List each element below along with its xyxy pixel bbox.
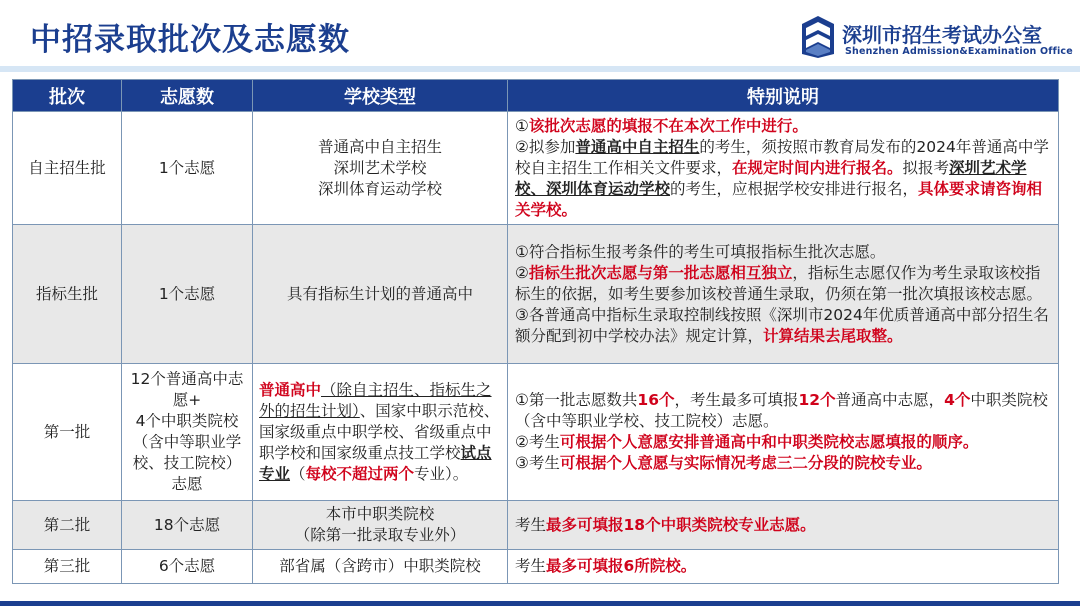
school-type-line: 深圳艺术学校 (333, 158, 427, 177)
table-row (13, 225, 1059, 364)
note-text: ，考生最多可填报 (674, 391, 799, 409)
office-logo (798, 14, 1073, 62)
school-type-cell (253, 550, 508, 584)
note-text: 的考生，应根据学校安排进行报名， (670, 179, 919, 198)
highlight-text: 12个 (798, 391, 836, 409)
count-line: 4个中职类院校（含中等职业学校、技工院校）志愿 (132, 412, 242, 493)
header-notes: 特别说明 (508, 80, 1059, 112)
admission-table (12, 79, 1059, 584)
batch-cell: 第三批 (13, 550, 122, 584)
count-cell: 18个志愿 (122, 501, 253, 550)
note-paragraph (515, 453, 1054, 474)
table-row (13, 550, 1059, 584)
note-text: ①符合指标生报考条件的考生可填报指标生批次志愿。 (515, 242, 886, 261)
note-text: ，指标生志愿仅作为考生录取该校指标生的依据，如考生要参加该校普通生录取，仍须在第一批次填报该校志愿。 (515, 263, 1043, 303)
footer-bar (0, 601, 1080, 606)
emphasis-text: （除自主招生、指标生之外的招生计划） (259, 380, 492, 420)
note-text: 拟报考 (902, 158, 950, 177)
school-type-line: 部省属（含跨市）中职类院校 (279, 557, 481, 575)
school-type-cell (253, 364, 508, 501)
note-paragraph (515, 242, 1054, 263)
note-paragraph (515, 263, 1054, 305)
highlight-text: 最多可填报6所院校。 (546, 557, 697, 575)
note-text: （ (290, 464, 306, 483)
school-type-line: 本市中职类院校 (325, 505, 435, 523)
count-cell: 1个志愿 (122, 112, 253, 225)
emphasis-text: 试点专业 (259, 443, 492, 483)
highlight-text: 可根据个人意愿与实际情况考虑三二分段的院校专业。 (559, 454, 932, 472)
highlight-text: 16个 (637, 391, 675, 409)
building-icon (798, 14, 838, 58)
note-text: ② (515, 263, 529, 282)
note-paragraph (515, 515, 1054, 536)
note-text: 的考生，须按照市教育局发布的2024年普通高中学校自主招生工作相关文件要求， (515, 137, 1049, 177)
header-divider (0, 66, 1080, 72)
count-cell: 6个志愿 (122, 550, 253, 584)
school-type-line: 普通高中自主招生 (317, 137, 442, 156)
emphasis-text: 普通高中自主招生 (575, 137, 700, 156)
highlight-text: 指标生批次志愿与第一批志愿相互独立 (528, 263, 793, 282)
header-school-type: 学校类型 (253, 80, 508, 112)
note-text: 、国家中职示范校、国家级重点中职学校、省级重点中职学校和国家级重点技工学校 (259, 401, 500, 462)
note-text: ②考生 (515, 433, 560, 451)
note-text: 专业）。 (414, 464, 469, 483)
note-text: ③考生 (515, 454, 560, 472)
batch-cell: 第一批 (13, 364, 122, 501)
note-paragraph (515, 556, 1054, 577)
note-paragraph (515, 137, 1054, 221)
batch-cell: 第二批 (13, 501, 122, 550)
notes-cell (508, 501, 1059, 550)
note-paragraph (515, 116, 1054, 137)
note-paragraph (515, 305, 1054, 347)
table-header-row (13, 80, 1059, 112)
school-type-line: （除第一批录取专业外） (294, 526, 466, 544)
header-batch: 批次 (13, 80, 122, 112)
highlight-text: 最多可填报18个中职类院校专业志愿。 (546, 515, 816, 534)
count-cell: 1个志愿 (122, 225, 253, 364)
table-row (13, 364, 1059, 501)
highlight-text: 可根据个人意愿安排普通高中和中职类院校志愿填报的顺序。 (559, 433, 979, 451)
notes-cell (508, 225, 1059, 364)
note-text: 中职类院校（含中等职业学校、技工院校）志愿。 (515, 391, 1048, 430)
highlight-text: 计算结果去尾取整。 (763, 326, 903, 345)
highlight-text: 普通高中 (259, 380, 322, 399)
office-name-cn: 深圳市招生考试办公室 (842, 23, 1042, 47)
batch-cell: 自主招生批 (13, 112, 122, 225)
table-row (13, 112, 1059, 225)
school-type-line: 深圳体育运动学校 (317, 179, 442, 198)
note-text: ①第一批志愿数共 (515, 391, 638, 409)
highlight-text: 每校不超过两个 (305, 464, 415, 483)
note-text: ②拟参加 (515, 137, 576, 156)
note-text: ① (515, 116, 529, 135)
note-text: 考生 (515, 515, 547, 534)
school-type-cell (253, 225, 508, 364)
highlight-text: 在规定时间内进行报名。 (732, 158, 903, 177)
note-text: 普通高中志愿， (835, 391, 945, 409)
highlight-text: 4个 (944, 391, 971, 409)
school-type-line: 具有指标生计划的普通高中 (286, 284, 473, 303)
highlight-text: 该批次志愿的填报不在本次工作中进行。 (528, 116, 808, 135)
school-type-cell (253, 112, 508, 225)
batch-cell: 指标生批 (13, 225, 122, 364)
note-text: 考生 (515, 557, 547, 575)
emphasis-text: 深圳艺术学校、深圳体育运动学校 (515, 158, 1027, 198)
notes-cell (508, 112, 1059, 225)
highlight-text: 具体要求请咨询相关学校。 (515, 179, 1043, 219)
office-name-en: Shenzhen Admission&Examination Office (845, 46, 1073, 57)
note-paragraph (515, 432, 1054, 453)
note-paragraph (515, 390, 1054, 432)
page-title: 中招录取批次及志愿数 (30, 22, 350, 58)
school-type-cell (253, 501, 508, 550)
count-line: 12个普通高中志愿+ (130, 370, 244, 409)
notes-cell (508, 550, 1059, 584)
count-cell (122, 364, 253, 501)
note-text: ③各普通高中指标生录取控制线按照《深圳市2024年优质普通高中部分招生名额分配到初中学校办法》规定计算， (515, 305, 1049, 345)
notes-cell (508, 364, 1059, 501)
table-row (13, 501, 1059, 550)
header-count: 志愿数 (122, 80, 253, 112)
